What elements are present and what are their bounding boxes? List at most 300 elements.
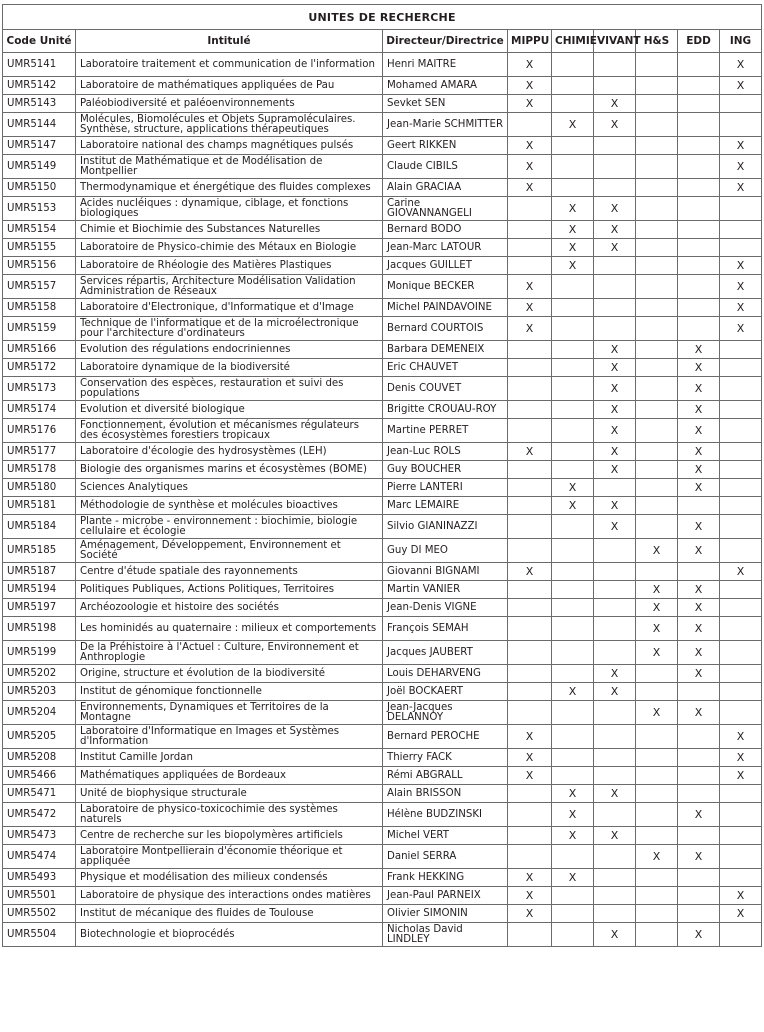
- mark-vivant: X: [594, 419, 636, 443]
- mark-mippu: [508, 599, 552, 617]
- unit-code: UMR5198: [3, 617, 76, 641]
- mark-chimie: [552, 845, 594, 869]
- mark-ing: X: [720, 563, 762, 581]
- mark-vivant: [594, 887, 636, 905]
- mark-hs: X: [636, 617, 678, 641]
- mark-edd: [678, 749, 720, 767]
- table-row: [3, 749, 762, 767]
- mark-mippu: [508, 581, 552, 599]
- mark-hs: [636, 377, 678, 401]
- mark-ing: [720, 479, 762, 497]
- mark-chimie: [552, 77, 594, 95]
- unit-director: Michel PAINDAVOINE: [383, 299, 508, 317]
- mark-mippu: [508, 515, 552, 539]
- mark-edd: [678, 197, 720, 221]
- unit-code: UMR5174: [3, 401, 76, 419]
- mark-vivant: X: [594, 785, 636, 803]
- mark-hs: [636, 341, 678, 359]
- mark-ing: [720, 401, 762, 419]
- unit-title: Evolution et diversité biologique: [76, 401, 383, 419]
- mark-edd: X: [678, 803, 720, 827]
- mark-mippu: X: [508, 869, 552, 887]
- mark-mippu: [508, 341, 552, 359]
- mark-ing: X: [720, 137, 762, 155]
- table-row: [3, 683, 762, 701]
- unit-director: Carine GIOVANNANGELI: [383, 197, 508, 221]
- mark-chimie: [552, 155, 594, 179]
- mark-vivant: X: [594, 827, 636, 845]
- mark-mippu: X: [508, 563, 552, 581]
- table-row: [3, 317, 762, 341]
- unit-code: UMR5197: [3, 599, 76, 617]
- mark-ing: [720, 443, 762, 461]
- mark-chimie: [552, 539, 594, 563]
- table-title: UNITES DE RECHERCHE: [3, 5, 762, 30]
- mark-ing: X: [720, 299, 762, 317]
- mark-chimie: [552, 617, 594, 641]
- mark-hs: [636, 113, 678, 137]
- mark-edd: [678, 239, 720, 257]
- mark-mippu: X: [508, 137, 552, 155]
- mark-hs: [636, 869, 678, 887]
- mark-hs: [636, 749, 678, 767]
- unit-title: Méthodologie de synthèse et molécules bioactives: [76, 497, 383, 515]
- unit-code: UMR5177: [3, 443, 76, 461]
- unit-title: Les hominidés au quaternaire : milieux et comportements: [76, 617, 383, 641]
- table-row: [3, 275, 762, 299]
- unit-code: UMR5466: [3, 767, 76, 785]
- mark-chimie: [552, 377, 594, 401]
- mark-mippu: X: [508, 95, 552, 113]
- mark-chimie: X: [552, 827, 594, 845]
- mark-hs: X: [636, 701, 678, 725]
- mark-vivant: X: [594, 221, 636, 239]
- unit-director: Denis COUVET: [383, 377, 508, 401]
- table-row: [3, 617, 762, 641]
- unit-code: UMR5493: [3, 869, 76, 887]
- mark-edd: [678, 317, 720, 341]
- unit-code: UMR5474: [3, 845, 76, 869]
- mark-ing: [720, 239, 762, 257]
- unit-code: UMR5142: [3, 77, 76, 95]
- mark-chimie: [552, 767, 594, 785]
- column-header-director: Directeur/Directrice: [383, 30, 508, 53]
- mark-vivant: [594, 581, 636, 599]
- mark-ing: [720, 701, 762, 725]
- mark-mippu: [508, 113, 552, 137]
- column-header-code: Code Unité: [3, 30, 76, 53]
- mark-ing: [720, 869, 762, 887]
- mark-chimie: [552, 563, 594, 581]
- mark-chimie: X: [552, 869, 594, 887]
- mark-ing: [720, 845, 762, 869]
- unit-director: Guy DI MEO: [383, 539, 508, 563]
- unit-code: UMR5176: [3, 419, 76, 443]
- mark-ing: X: [720, 767, 762, 785]
- table-body: [3, 53, 762, 947]
- mark-hs: [636, 179, 678, 197]
- mark-edd: [678, 827, 720, 845]
- mark-ing: [720, 113, 762, 137]
- mark-mippu: [508, 617, 552, 641]
- mark-mippu: [508, 221, 552, 239]
- mark-ing: [720, 785, 762, 803]
- mark-mippu: X: [508, 317, 552, 341]
- mark-edd: X: [678, 377, 720, 401]
- unit-title: Services répartis, Architecture Modélisation Validation Administration de Réseaux: [76, 275, 383, 299]
- unit-code: UMR5154: [3, 221, 76, 239]
- table-row: [3, 221, 762, 239]
- unit-director: Thierry FACK: [383, 749, 508, 767]
- table-row: [3, 581, 762, 599]
- unit-title: Laboratoire de Rhéologie des Matières Plastiques: [76, 257, 383, 275]
- unit-director: Frank HEKKING: [383, 869, 508, 887]
- mark-edd: X: [678, 515, 720, 539]
- table-row: [3, 845, 762, 869]
- mark-chimie: [552, 599, 594, 617]
- mark-edd: [678, 179, 720, 197]
- mark-edd: X: [678, 599, 720, 617]
- table-row: [3, 641, 762, 665]
- mark-chimie: [552, 581, 594, 599]
- unit-code: UMR5166: [3, 341, 76, 359]
- table-row: [3, 497, 762, 515]
- unit-director: Jean-Marie SCHMITTER: [383, 113, 508, 137]
- unit-title: Archéozoologie et histoire des sociétés: [76, 599, 383, 617]
- table-row: [3, 95, 762, 113]
- unit-code: UMR5159: [3, 317, 76, 341]
- mark-vivant: [594, 563, 636, 581]
- unit-title: Plante - microbe - environnement : biochimie, biologie cellulaire et écologie: [76, 515, 383, 539]
- mark-ing: [720, 95, 762, 113]
- mark-vivant: X: [594, 239, 636, 257]
- unit-title: Molécules, Biomolécules et Objets Supramoléculaires. Synthèse, structure, applications thérapeutiques: [76, 113, 383, 137]
- mark-chimie: [552, 701, 594, 725]
- unit-code: UMR5187: [3, 563, 76, 581]
- unit-title: Conservation des espèces, restauration et suivi des populations: [76, 377, 383, 401]
- table-row: [3, 767, 762, 785]
- column-header-hs: H&S: [636, 30, 678, 53]
- mark-edd: [678, 497, 720, 515]
- mark-vivant: X: [594, 683, 636, 701]
- mark-chimie: X: [552, 785, 594, 803]
- mark-hs: [636, 785, 678, 803]
- table-row: [3, 515, 762, 539]
- unit-code: UMR5172: [3, 359, 76, 377]
- mark-vivant: [594, 299, 636, 317]
- mark-hs: X: [636, 845, 678, 869]
- mark-mippu: [508, 479, 552, 497]
- unit-title: Institut Camille Jordan: [76, 749, 383, 767]
- unit-code: UMR5203: [3, 683, 76, 701]
- mark-chimie: [552, 53, 594, 77]
- unit-director: Louis DEHARVENG: [383, 665, 508, 683]
- unit-director: François SEMAH: [383, 617, 508, 641]
- mark-chimie: X: [552, 239, 594, 257]
- mark-chimie: [552, 317, 594, 341]
- unit-title: Thermodynamique et énergétique des fluides complexes: [76, 179, 383, 197]
- mark-mippu: [508, 785, 552, 803]
- table-row: [3, 785, 762, 803]
- table-row: [3, 401, 762, 419]
- unit-title: Aménagement, Développement, Environnement et Société: [76, 539, 383, 563]
- table-row: [3, 419, 762, 443]
- unit-code: UMR5180: [3, 479, 76, 497]
- mark-ing: [720, 599, 762, 617]
- unit-director: Pierre LANTERI: [383, 479, 508, 497]
- mark-edd: [678, 275, 720, 299]
- mark-edd: X: [678, 461, 720, 479]
- mark-vivant: [594, 77, 636, 95]
- mark-edd: [678, 725, 720, 749]
- unit-code: UMR5202: [3, 665, 76, 683]
- unit-director: Marc LEMAIRE: [383, 497, 508, 515]
- mark-edd: [678, 257, 720, 275]
- unit-code: UMR5149: [3, 155, 76, 179]
- mark-ing: [720, 539, 762, 563]
- unit-title: Fonctionnement, évolution et mécanismes régulateurs des écosystèmes forestiers tropicaux: [76, 419, 383, 443]
- mark-edd: [678, 299, 720, 317]
- unit-title: Laboratoire d'écologie des hydrosystèmes (LEH): [76, 443, 383, 461]
- mark-ing: [720, 617, 762, 641]
- unit-director: Giovanni BIGNAMI: [383, 563, 508, 581]
- unit-director: Martin VANIER: [383, 581, 508, 599]
- table-row: [3, 827, 762, 845]
- table-row: [3, 179, 762, 197]
- unit-director: Claude CIBILS: [383, 155, 508, 179]
- mark-hs: [636, 563, 678, 581]
- table-row: [3, 155, 762, 179]
- unit-director: Alain BRISSON: [383, 785, 508, 803]
- mark-ing: [720, 803, 762, 827]
- mark-hs: [636, 95, 678, 113]
- mark-hs: [636, 77, 678, 95]
- mark-hs: [636, 665, 678, 683]
- unit-title: Paléobiodiversité et paléoenvironnements: [76, 95, 383, 113]
- unit-title: Laboratoire de physique des interactions ondes matières: [76, 887, 383, 905]
- mark-mippu: [508, 359, 552, 377]
- mark-vivant: [594, 599, 636, 617]
- mark-mippu: X: [508, 53, 552, 77]
- unit-code: UMR5204: [3, 701, 76, 725]
- mark-edd: X: [678, 359, 720, 377]
- table-row: [3, 539, 762, 563]
- mark-hs: [636, 515, 678, 539]
- mark-chimie: X: [552, 257, 594, 275]
- mark-ing: [720, 641, 762, 665]
- mark-hs: [636, 221, 678, 239]
- mark-vivant: [594, 275, 636, 299]
- table-row: [3, 137, 762, 155]
- mark-ing: [720, 461, 762, 479]
- mark-vivant: X: [594, 923, 636, 947]
- column-header-row: [3, 30, 762, 53]
- mark-hs: [636, 239, 678, 257]
- mark-chimie: [552, 341, 594, 359]
- mark-mippu: [508, 845, 552, 869]
- mark-edd: X: [678, 419, 720, 443]
- mark-hs: [636, 803, 678, 827]
- unit-code: UMR5144: [3, 113, 76, 137]
- unit-title: Environnements, Dynamiques et Territoires de la Montagne: [76, 701, 383, 725]
- unit-director: Barbara DEMENEIX: [383, 341, 508, 359]
- mark-ing: [720, 419, 762, 443]
- mark-ing: [720, 683, 762, 701]
- mark-mippu: [508, 419, 552, 443]
- mark-vivant: X: [594, 665, 636, 683]
- unit-director: Sevket SEN: [383, 95, 508, 113]
- mark-ing: X: [720, 53, 762, 77]
- table-row: [3, 923, 762, 947]
- mark-hs: [636, 137, 678, 155]
- mark-hs: [636, 443, 678, 461]
- mark-chimie: [552, 443, 594, 461]
- table-row: [3, 665, 762, 683]
- mark-hs: [636, 887, 678, 905]
- mark-ing: [720, 497, 762, 515]
- mark-chimie: [552, 275, 594, 299]
- table-row: [3, 443, 762, 461]
- unit-code: UMR5205: [3, 725, 76, 749]
- mark-mippu: X: [508, 749, 552, 767]
- mark-edd: [678, 887, 720, 905]
- unit-director: Joël BOCKAERT: [383, 683, 508, 701]
- mark-chimie: [552, 887, 594, 905]
- table-row: [3, 887, 762, 905]
- mark-hs: X: [636, 581, 678, 599]
- mark-vivant: [594, 317, 636, 341]
- mark-edd: [678, 53, 720, 77]
- mark-vivant: [594, 137, 636, 155]
- unit-code: UMR5184: [3, 515, 76, 539]
- mark-chimie: X: [552, 683, 594, 701]
- mark-vivant: X: [594, 401, 636, 419]
- mark-vivant: X: [594, 341, 636, 359]
- mark-edd: [678, 905, 720, 923]
- mark-vivant: [594, 179, 636, 197]
- mark-vivant: [594, 155, 636, 179]
- unit-title: Sciences Analytiques: [76, 479, 383, 497]
- mark-hs: [636, 155, 678, 179]
- mark-mippu: [508, 641, 552, 665]
- mark-chimie: X: [552, 803, 594, 827]
- unit-title: Acides nucléiques : dynamique, ciblage, et fonctions biologiques: [76, 197, 383, 221]
- mark-hs: [636, 827, 678, 845]
- table-row: [3, 725, 762, 749]
- unit-code: UMR5473: [3, 827, 76, 845]
- unit-title: Biologie des organismes marins et écosystèmes (BOME): [76, 461, 383, 479]
- column-header-ing: ING: [720, 30, 762, 53]
- unit-code: UMR5156: [3, 257, 76, 275]
- mark-vivant: X: [594, 113, 636, 137]
- mark-ing: X: [720, 725, 762, 749]
- mark-hs: [636, 479, 678, 497]
- mark-mippu: X: [508, 179, 552, 197]
- mark-ing: X: [720, 749, 762, 767]
- mark-chimie: [552, 359, 594, 377]
- mark-chimie: [552, 665, 594, 683]
- mark-ing: X: [720, 317, 762, 341]
- mark-edd: X: [678, 845, 720, 869]
- unit-title: Laboratoire de physico-toxicochimie des systèmes naturels: [76, 803, 383, 827]
- unit-title: Laboratoire de Physico-chimie des Métaux en Biologie: [76, 239, 383, 257]
- unit-code: UMR5181: [3, 497, 76, 515]
- mark-hs: [636, 317, 678, 341]
- mark-mippu: [508, 539, 552, 563]
- mark-mippu: [508, 497, 552, 515]
- unit-director: Guy BOUCHER: [383, 461, 508, 479]
- mark-edd: [678, 785, 720, 803]
- mark-edd: X: [678, 443, 720, 461]
- mark-mippu: [508, 197, 552, 221]
- mark-chimie: [552, 725, 594, 749]
- mark-hs: [636, 197, 678, 221]
- mark-hs: [636, 299, 678, 317]
- unit-code: UMR5173: [3, 377, 76, 401]
- mark-chimie: [552, 905, 594, 923]
- unit-title: Laboratoire Montpellierain d'économie théorique et appliquée: [76, 845, 383, 869]
- mark-mippu: [508, 461, 552, 479]
- mark-hs: [636, 257, 678, 275]
- mark-ing: [720, 341, 762, 359]
- mark-edd: X: [678, 665, 720, 683]
- unit-title: Laboratoire traitement et communication de l'information: [76, 53, 383, 77]
- mark-edd: X: [678, 581, 720, 599]
- mark-edd: X: [678, 617, 720, 641]
- unit-code: UMR5150: [3, 179, 76, 197]
- mark-edd: [678, 221, 720, 239]
- mark-hs: [636, 401, 678, 419]
- mark-ing: X: [720, 887, 762, 905]
- mark-mippu: X: [508, 905, 552, 923]
- table-row: [3, 299, 762, 317]
- mark-vivant: [594, 905, 636, 923]
- unit-title: Institut de mécanique des fluides de Toulouse: [76, 905, 383, 923]
- column-header-title: Intitulé: [76, 30, 383, 53]
- mark-chimie: [552, 461, 594, 479]
- mark-vivant: [594, 53, 636, 77]
- mark-mippu: X: [508, 155, 552, 179]
- unit-director: Geert RIKKEN: [383, 137, 508, 155]
- mark-hs: X: [636, 539, 678, 563]
- mark-mippu: [508, 665, 552, 683]
- mark-ing: X: [720, 257, 762, 275]
- mark-vivant: X: [594, 497, 636, 515]
- unit-title: Laboratoire d'Informatique en Images et Systèmes d'Information: [76, 725, 383, 749]
- unit-title: Evolution des régulations endocriniennes: [76, 341, 383, 359]
- unit-code: UMR5504: [3, 923, 76, 947]
- unit-title: Centre de recherche sur les biopolymères artificiels: [76, 827, 383, 845]
- unit-director: Eric CHAUVET: [383, 359, 508, 377]
- mark-vivant: [594, 767, 636, 785]
- unit-director: Silvio GIANINAZZI: [383, 515, 508, 539]
- unit-director: Martine PERRET: [383, 419, 508, 443]
- unit-director: Jacques JAUBERT: [383, 641, 508, 665]
- mark-ing: [720, 197, 762, 221]
- unit-director: Jean-Luc ROLS: [383, 443, 508, 461]
- mark-chimie: X: [552, 497, 594, 515]
- column-header-vivant: VIVANT: [594, 30, 636, 53]
- mark-ing: [720, 359, 762, 377]
- mark-ing: [720, 827, 762, 845]
- mark-mippu: [508, 257, 552, 275]
- mark-vivant: [594, 257, 636, 275]
- mark-vivant: [594, 845, 636, 869]
- unit-director: Henri MAITRE: [383, 53, 508, 77]
- unit-code: UMR5472: [3, 803, 76, 827]
- mark-vivant: [594, 641, 636, 665]
- mark-ing: [720, 923, 762, 947]
